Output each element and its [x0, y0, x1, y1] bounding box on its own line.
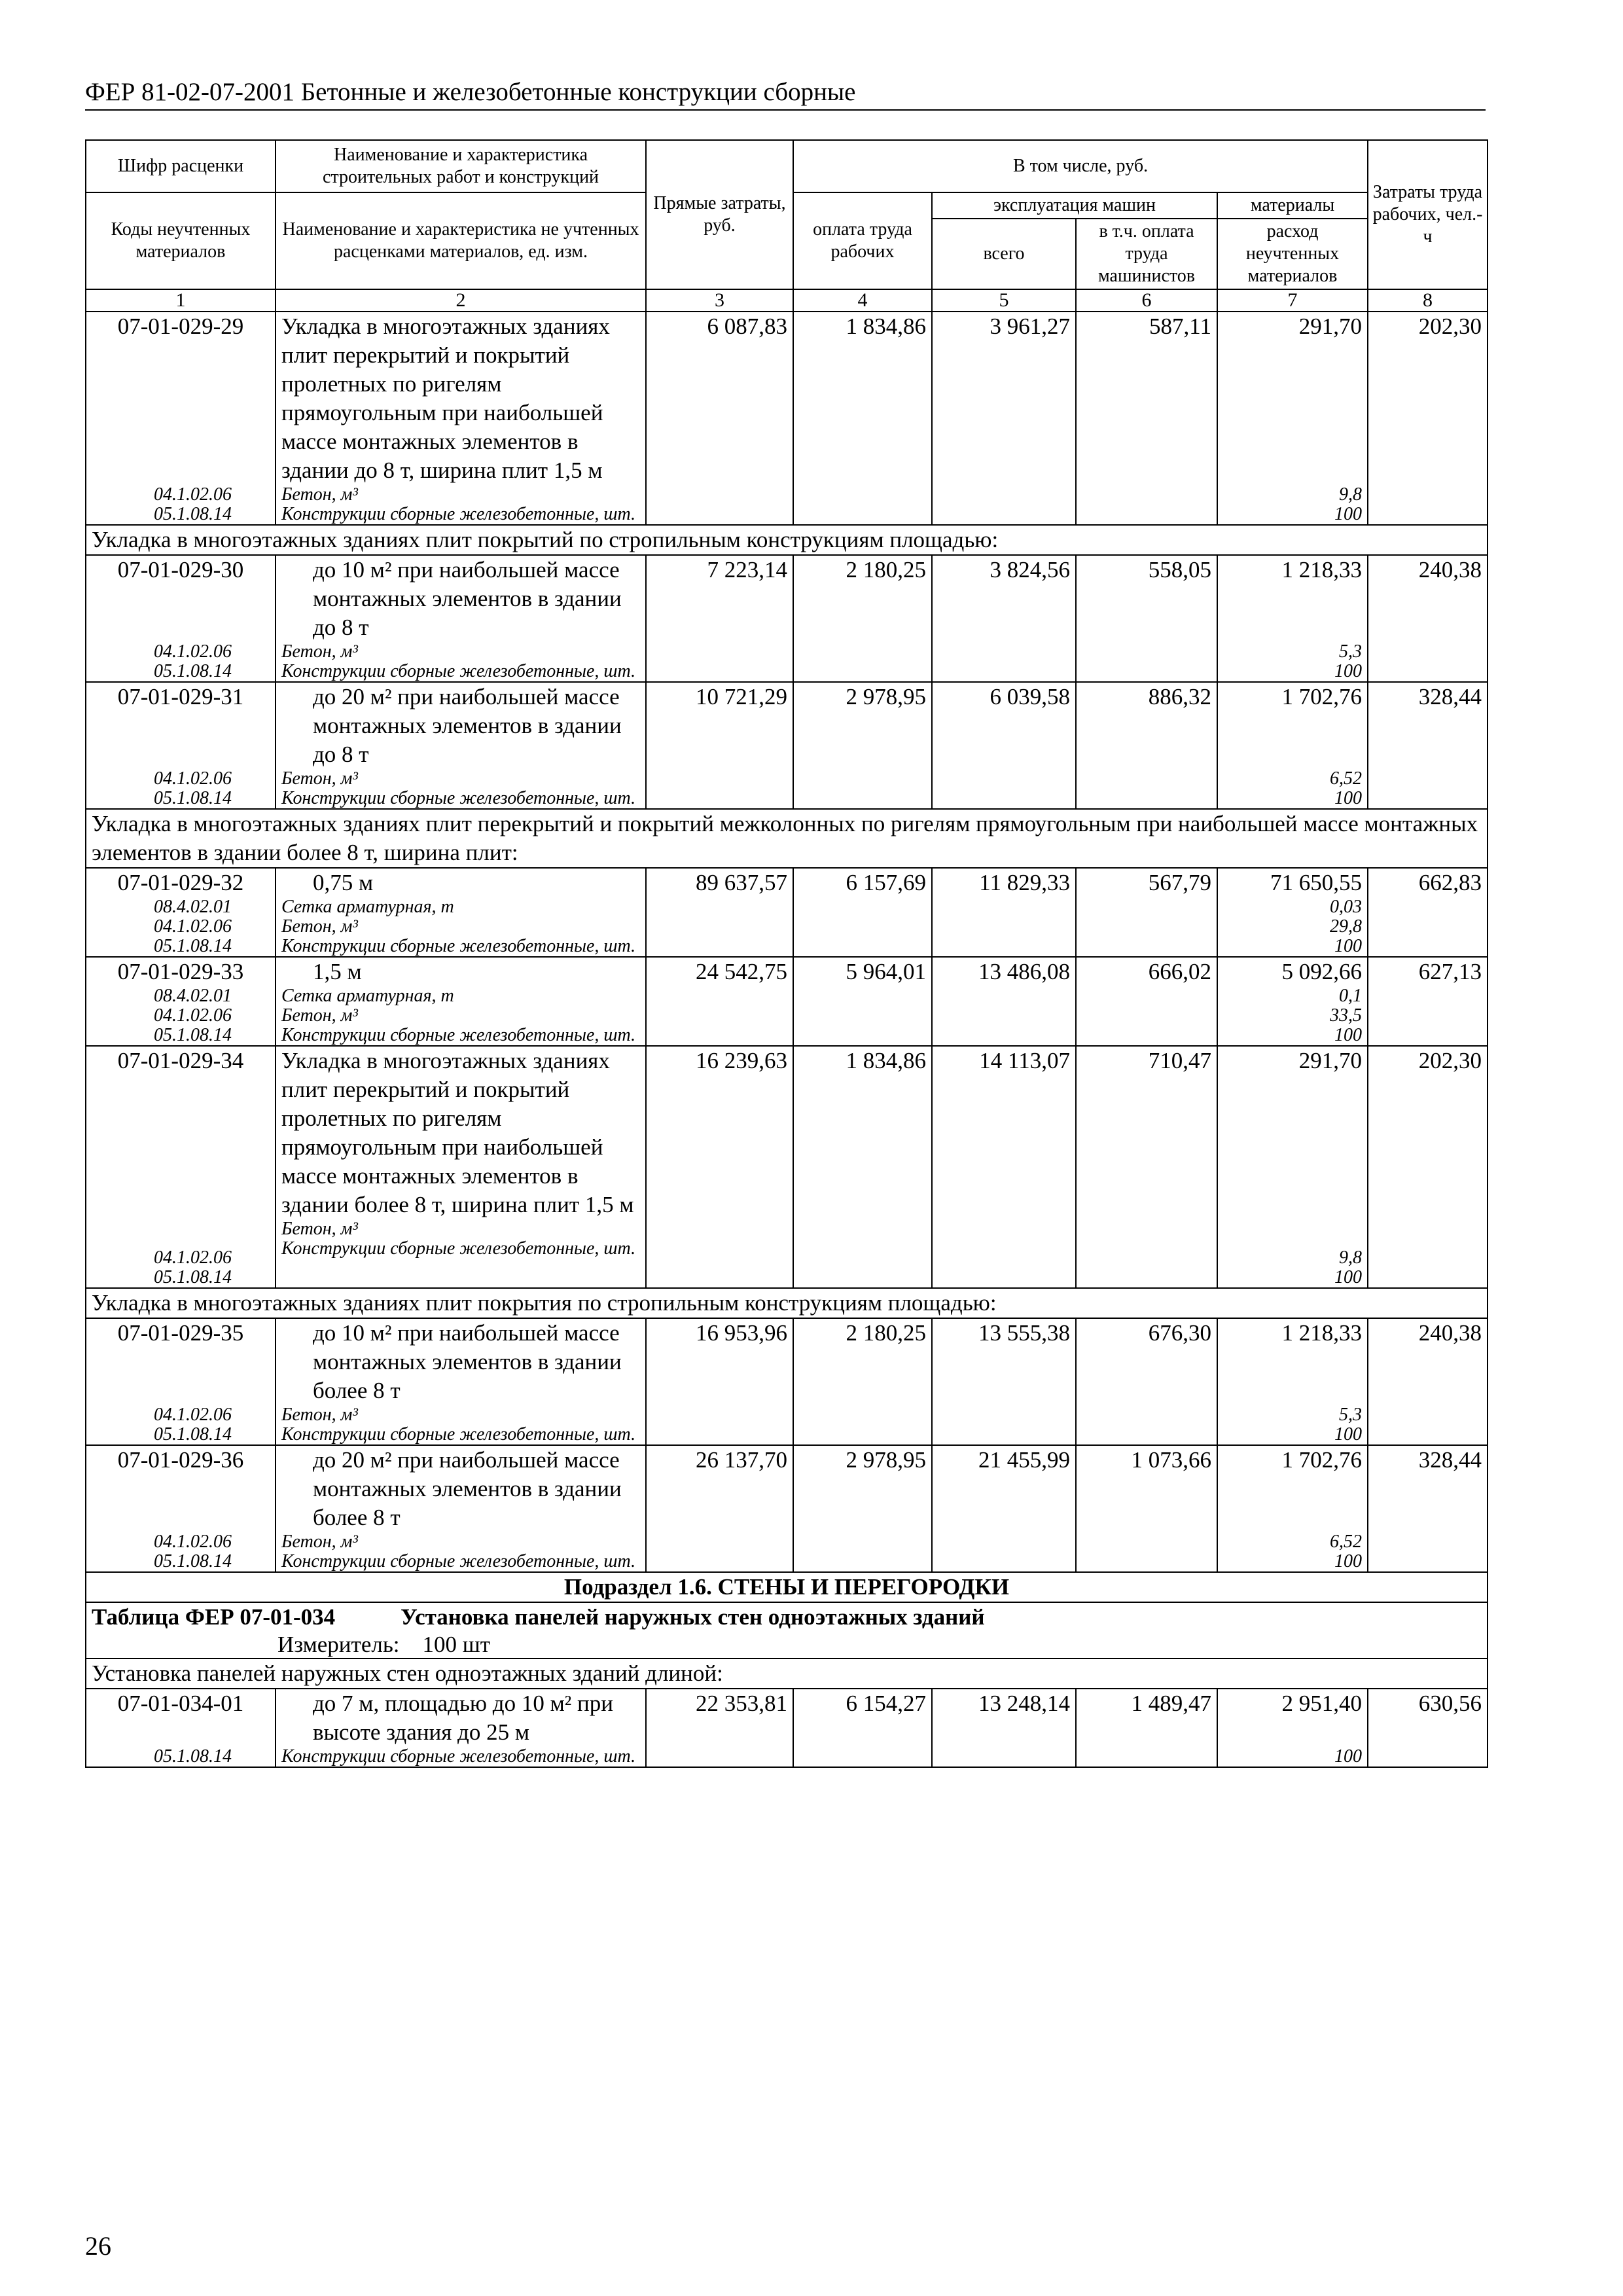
material-name: Конструкции сборные железобетонные, шт. [281, 1238, 636, 1259]
material-code: 05.1.08.14 [154, 936, 232, 956]
material-name: Бетон, м³ [281, 1219, 358, 1239]
material-name: Бетон, м³ [281, 1405, 358, 1425]
material-name: Сетка арматурная, т [281, 897, 454, 917]
page-number: 26 [85, 2231, 111, 2261]
group-heading: Укладка в многоэтажных зданиях плит покрытия по стропильным конструкциям площадью: [86, 1288, 1488, 1318]
material-code: 04.1.02.06 [154, 1247, 232, 1268]
labor-hours: 630,56 [1368, 1689, 1488, 1767]
material-quantity: 6,52 [1330, 768, 1363, 789]
col-header-code: Шифр расценки [86, 140, 276, 192]
table-title-row [86, 1602, 1488, 1659]
operator-cost: 710,47 [1076, 1046, 1217, 1288]
rate-code: 07-01-034-01 [117, 1691, 244, 1716]
machine-cost: 13 555,38 [932, 1318, 1076, 1445]
material-code: 04.1.02.06 [154, 1405, 232, 1425]
rate-code: 07-01-029-34 [117, 1048, 244, 1073]
material-code: 04.1.02.06 [154, 641, 232, 662]
labor-cost: 1 834,86 [793, 1046, 932, 1288]
col-header-operators: в т.ч. оплата труда машинистов [1076, 219, 1217, 289]
material-name: Конструкции сборные железобетонные, шт. [281, 1551, 636, 1571]
labor-hours: 240,38 [1368, 1318, 1488, 1445]
direct-cost: 24 542,75 [646, 957, 793, 1046]
material-code: 05.1.08.14 [154, 1746, 232, 1767]
rate-code: 07-01-029-30 [117, 557, 244, 583]
col-header-name: Наименование и характеристика строительных работ и конструкций [276, 140, 646, 192]
group-heading: Укладка в многоэтажных зданиях плит покрытий по стропильным конструкциям площадью: [86, 525, 1488, 555]
material-code: 04.1.02.06 [154, 916, 232, 937]
group-heading-row [86, 1659, 1488, 1689]
table-row [86, 1689, 1488, 1767]
material-name: Конструкции сборные железобетонные, шт. [281, 1424, 636, 1444]
material-cost: 1 702,76 [1281, 684, 1363, 709]
table-row [86, 868, 1488, 957]
material-name: Конструкции сборные железобетонные, шт. [281, 788, 636, 808]
material-quantity: 33,5 [1330, 1005, 1363, 1026]
machine-cost: 14 113,07 [932, 1046, 1076, 1288]
labor-cost: 2 978,95 [793, 682, 932, 809]
machine-cost: 6 039,58 [932, 682, 1076, 809]
labor-hours: 328,44 [1368, 1445, 1488, 1572]
labor-cost: 2 180,25 [793, 555, 932, 682]
machine-cost: 11 829,33 [932, 868, 1076, 957]
material-code: 05.1.08.14 [154, 1424, 232, 1444]
material-quantity: 100 [1334, 1746, 1363, 1767]
work-description: до 10 м² при наибольшей массе монтажных элементов в здании более 8 т [313, 1320, 622, 1403]
col-header-machines-total: всего [932, 219, 1076, 289]
labor-hours: 202,30 [1368, 1046, 1488, 1288]
group-heading-row [86, 525, 1488, 555]
operator-cost: 558,05 [1076, 555, 1217, 682]
material-name: Конструкции сборные железобетонные, шт. [281, 661, 636, 681]
material-quantity: 0,1 [1339, 986, 1363, 1006]
col-header-hours: Затраты труда рабочих, чел.-ч [1368, 140, 1488, 289]
material-code: 05.1.08.14 [154, 1551, 232, 1571]
work-description: Укладка в многоэтажных зданиях плит перекрытий и покрытий пролетных по ригелям прямоугольным при наибольшей массе монтажных элементов в здании до 8 т, ширина плит 1,5 м [281, 314, 610, 483]
work-description: 0,75 м [313, 870, 374, 895]
operator-cost: 1 489,47 [1076, 1689, 1217, 1767]
material-name: Бетон, м³ [281, 916, 358, 937]
material-cost: 71 650,55 [1270, 870, 1363, 895]
material-code: 05.1.08.14 [154, 504, 232, 524]
material-name: Бетон, м³ [281, 484, 358, 505]
table-row [86, 957, 1488, 1046]
material-cost: 1 218,33 [1281, 1320, 1363, 1346]
material-code: 05.1.08.14 [154, 1025, 232, 1045]
material-code: 08.4.02.01 [154, 986, 232, 1006]
material-name: Конструкции сборные железобетонные, шт. [281, 1025, 636, 1045]
labor-hours: 627,13 [1368, 957, 1488, 1046]
material-name: Бетон, м³ [281, 641, 358, 662]
material-quantity: 100 [1334, 1551, 1363, 1571]
table-row [86, 682, 1488, 809]
material-quantity: 100 [1334, 1267, 1363, 1287]
material-quantity: 100 [1334, 1025, 1363, 1045]
table-row [86, 555, 1488, 682]
machine-cost: 13 486,08 [932, 957, 1076, 1046]
column-number: 1 [86, 289, 276, 312]
work-description: до 20 м² при наибольшей массе монтажных элементов в здании более 8 т [313, 1447, 622, 1530]
direct-cost: 16 239,63 [646, 1046, 793, 1288]
material-quantity: 5,3 [1339, 1405, 1363, 1425]
operator-cost: 676,30 [1076, 1318, 1217, 1445]
operator-cost: 666,02 [1076, 957, 1217, 1046]
material-quantity: 100 [1334, 504, 1363, 524]
direct-cost: 10 721,29 [646, 682, 793, 809]
material-cost: 5 092,66 [1281, 959, 1363, 984]
labor-cost: 2 180,25 [793, 1318, 932, 1445]
measure-label: Измеритель: [277, 1632, 400, 1657]
labor-cost: 2 978,95 [793, 1445, 932, 1572]
material-cost: 1 218,33 [1281, 557, 1363, 583]
column-number: 8 [1368, 289, 1488, 312]
group-heading: Укладка в многоэтажных зданиях плит перекрытий и покрытий межколонных по ригелям прямоугольным при наибольшей массе монтажных элементов в здании более 8 т, ширина плит: [86, 809, 1488, 868]
operator-cost: 1 073,66 [1076, 1445, 1217, 1572]
material-code: 04.1.02.06 [154, 484, 232, 505]
material-cost: 1 702,76 [1281, 1447, 1363, 1473]
col-header-materials: материалы [1217, 192, 1368, 219]
material-name: Бетон, м³ [281, 768, 358, 789]
group-heading-row [86, 1288, 1488, 1318]
work-description: до 10 м² при наибольшей массе монтажных элементов в здании до 8 т [313, 557, 622, 640]
column-number: 4 [793, 289, 932, 312]
column-numbers-row [86, 289, 1488, 312]
material-code: 04.1.02.06 [154, 1532, 232, 1552]
table-code: Таблица ФЕР 07-01-034 [92, 1604, 336, 1630]
labor-hours: 328,44 [1368, 682, 1488, 809]
material-name: Бетон, м³ [281, 1005, 358, 1026]
rate-code: 07-01-029-35 [117, 1320, 244, 1346]
work-description: до 7 м, площадью до 10 м² при высоте здания до 25 м [313, 1691, 613, 1745]
column-number: 5 [932, 289, 1076, 312]
section-heading-row [86, 1572, 1488, 1602]
material-quantity: 100 [1334, 661, 1363, 681]
material-quantity: 100 [1334, 1424, 1363, 1444]
col-header-unaccounted: расход неучтенных материалов [1217, 219, 1368, 289]
labor-hours: 240,38 [1368, 555, 1488, 682]
column-number: 6 [1076, 289, 1217, 312]
rate-code: 07-01-029-33 [117, 959, 244, 984]
material-name: Бетон, м³ [281, 1532, 358, 1552]
material-name: Конструкции сборные железобетонные, шт. [281, 1746, 636, 1767]
measure-value: 100 шт [422, 1632, 491, 1657]
material-quantity: 6,52 [1330, 1532, 1363, 1552]
direct-cost: 7 223,14 [646, 555, 793, 682]
machine-cost: 3 824,56 [932, 555, 1076, 682]
table-row [86, 1046, 1488, 1288]
col-header-material-codes: Коды неучтенных материалов [86, 192, 276, 289]
column-number: 3 [646, 289, 793, 312]
direct-cost: 22 353,81 [646, 1689, 793, 1767]
operator-cost: 587,11 [1076, 312, 1217, 525]
machine-cost: 13 248,14 [932, 1689, 1076, 1767]
material-quantity: 0,03 [1330, 897, 1363, 917]
page-header: ФЕР 81-02-07-2001 Бетонные и железобетонные конструкции сборные [85, 77, 1486, 111]
material-quantity: 9,8 [1339, 484, 1363, 505]
labor-hours: 202,30 [1368, 312, 1488, 525]
rate-code: 07-01-029-31 [117, 684, 244, 709]
col-header-material-names: Наименование и характеристика не учтенных расценками материалов, ед. изм. [276, 192, 646, 289]
col-header-direct: Прямые затраты, руб. [646, 140, 793, 289]
labor-cost: 5 964,01 [793, 957, 932, 1046]
material-quantity: 5,3 [1339, 641, 1363, 662]
column-number: 2 [276, 289, 646, 312]
col-header-group: В том числе, руб. [793, 140, 1368, 192]
table-title: Установка панелей наружных стен одноэтажных зданий [401, 1604, 985, 1630]
section-title: Подраздел 1.6. СТЕНЫ И ПЕРЕГОРОДКИ [86, 1572, 1488, 1602]
material-quantity: 100 [1334, 788, 1363, 808]
labor-hours: 662,83 [1368, 868, 1488, 957]
material-code: 05.1.08.14 [154, 661, 232, 681]
col-header-machines: эксплуатация машин [932, 192, 1217, 219]
material-quantity: 100 [1334, 936, 1363, 956]
machine-cost: 3 961,27 [932, 312, 1076, 525]
group-heading: Установка панелей наружных стен одноэтажных зданий длиной: [86, 1659, 1488, 1689]
material-quantity: 29,8 [1330, 916, 1363, 937]
col-header-labor: оплата труда рабочих [793, 192, 932, 289]
header-row-1 [86, 140, 1488, 192]
material-code: 05.1.08.14 [154, 1267, 232, 1287]
direct-cost: 6 087,83 [646, 312, 793, 525]
material-name: Конструкции сборные железобетонные, шт. [281, 936, 636, 956]
group-heading-row [86, 809, 1488, 868]
table-row [86, 312, 1488, 525]
price-table [85, 139, 1488, 1768]
work-description: Укладка в многоэтажных зданиях плит перекрытий и покрытий пролетных по ригелям прямоугольным при наибольшей массе монтажных элементов в здании более 8 т, ширина плит 1,5 м [281, 1048, 634, 1217]
material-quantity: 9,8 [1339, 1247, 1363, 1268]
material-code: 08.4.02.01 [154, 897, 232, 917]
material-name: Конструкции сборные железобетонные, шт. [281, 504, 636, 524]
rate-code: 07-01-029-29 [117, 314, 244, 339]
material-code: 05.1.08.14 [154, 788, 232, 808]
direct-cost: 26 137,70 [646, 1445, 793, 1572]
labor-cost: 6 154,27 [793, 1689, 932, 1767]
operator-cost: 567,79 [1076, 868, 1217, 957]
machine-cost: 21 455,99 [932, 1445, 1076, 1572]
rate-code: 07-01-029-32 [117, 870, 244, 895]
material-cost: 2 951,40 [1281, 1691, 1363, 1716]
work-description: до 20 м² при наибольшей массе монтажных элементов в здании до 8 т [313, 684, 622, 767]
table-row [86, 1318, 1488, 1445]
direct-cost: 89 637,57 [646, 868, 793, 957]
material-code: 04.1.02.06 [154, 768, 232, 789]
labor-cost: 1 834,86 [793, 312, 932, 525]
operator-cost: 886,32 [1076, 682, 1217, 809]
column-number: 7 [1217, 289, 1368, 312]
table-row [86, 1445, 1488, 1572]
material-name: Сетка арматурная, т [281, 986, 454, 1006]
rate-code: 07-01-029-36 [117, 1447, 244, 1473]
material-code: 04.1.02.06 [154, 1005, 232, 1026]
measure-line [92, 1632, 1482, 1658]
material-cost: 291,70 [1298, 314, 1363, 339]
work-description: 1,5 м [313, 959, 362, 984]
labor-cost: 6 157,69 [793, 868, 932, 957]
material-cost: 291,70 [1298, 1048, 1363, 1073]
direct-cost: 16 953,96 [646, 1318, 793, 1445]
